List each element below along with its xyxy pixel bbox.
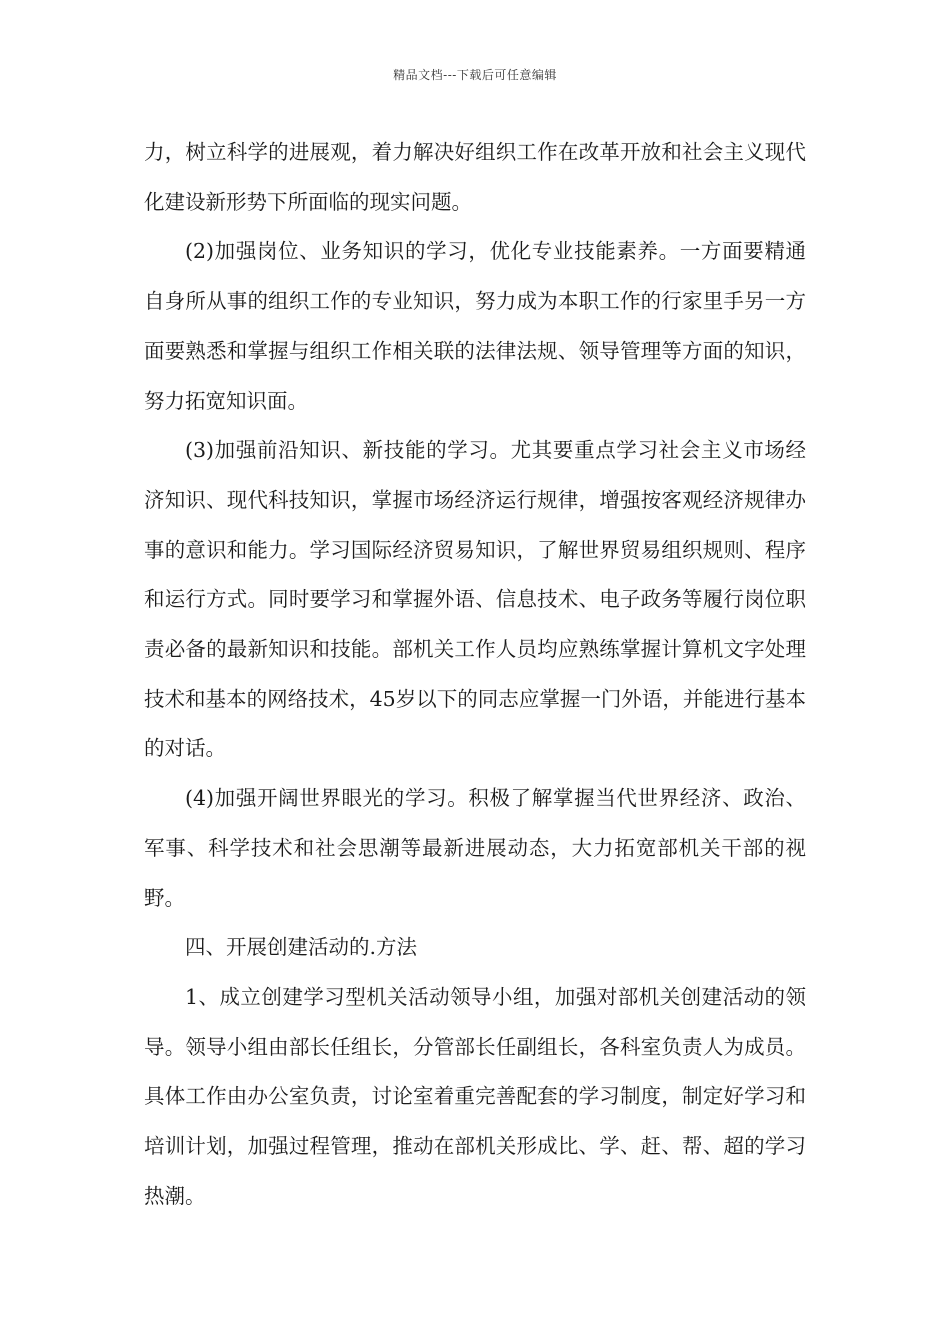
paragraph-item-2: (2)加强岗位、业务知识的学习，优化专业技能素养。一方面要精通自身所从事的组织工作的专业知识，努力成为本职工作的行家里手另一方面要熟悉和掌握与组织工作相关联的法律法规、领导管理等方面的知识，努力拓宽知识面。 [144,239,806,413]
document-body [144,128,806,1221]
section-heading-4: 四、开展创建活动的.方法 [185,935,418,960]
paragraph-item-3: (3)加强前沿知识、新技能的学习。尤其要重点学习社会主义市场经济知识、现代科技知识，掌握市场经济运行规律，增强按客观经济规律办事的意识和能力。学习国际经济贸易知识，了解世界贸易组织规则、程序和运行方式。同时要学习和掌握外语、信息技术、电子政务等履行岗位职责必备的最新知识和技能。部机关工作人员均应熟练掌握计算机文字处理技术和基本的网络技术，45岁以下的同志应掌握一门外语，并能进行基本的对话。 [144,438,806,761]
paragraph-item-4: (4)加强开阔世界眼光的学习。积极了解掌握当代世界经济、政治、军事、科学技术和社会思潮等最新进展动态，大力拓宽部机关干部的视野。 [144,786,806,910]
paragraph-continuation: 力，树立科学的进展观，着力解决好组织工作在改革开放和社会主义现代化建设新形势下所面临的现实问题。 [144,140,806,214]
paragraph-method-1: 1、成立创建学习型机关活动领导小组，加强对部机关创建活动的领导。领导小组由部长任组长，分管部长任副组长，各科室负责人为成员。具体工作由办公室负责，讨论室着重完善配套的学习制度，制定好学习和培训计划，加强过程管理，推动在部机关形成比、学、赶、帮、超的学习热潮。 [144,984,806,1208]
page-header: 精品文档---下载后可任意编辑 [393,68,557,82]
